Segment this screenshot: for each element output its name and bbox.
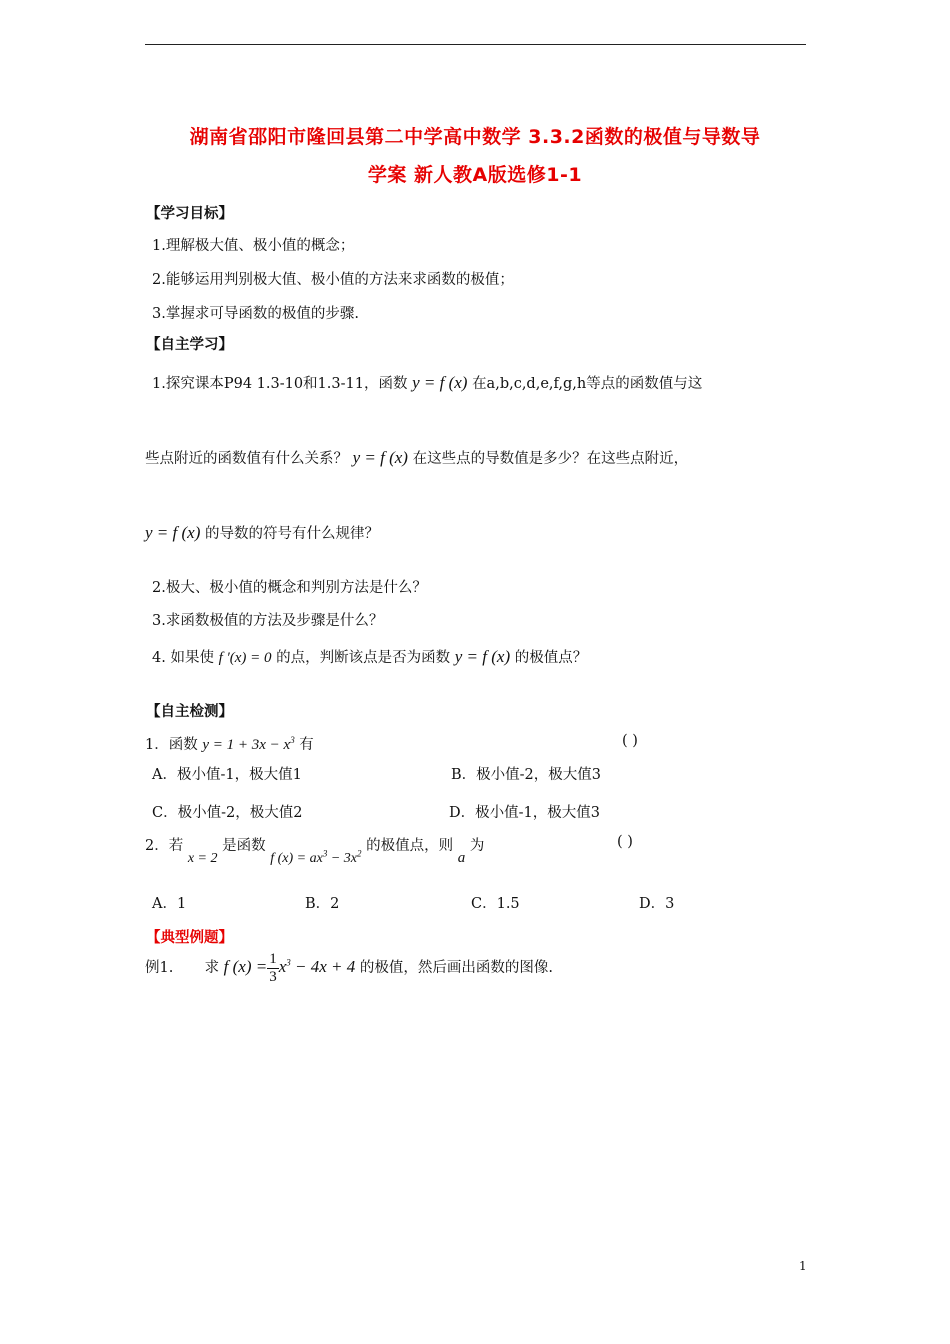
section-self-study-heading: 【自主学习】 — [146, 337, 233, 353]
study-q3: 3.求函数极值的方法及步骤是什么？ — [152, 613, 384, 629]
option-b: B．2 — [305, 896, 340, 912]
test-q1-stem: 1．函数 $y = 1 + 3x - x^3$ 有 — [145, 735, 314, 753]
doc-title-line2: 学案 新人教A版选修1-1 — [367, 164, 583, 186]
study-q1-line3: y = f (x) 的导数的符号有什么规律？ — [145, 523, 379, 542]
formula-fprime-zero: f ′(x) = 0 — [218, 650, 272, 666]
test-q2-stem: 2．若 x = 2 是函数 f $(x) = ax^3 - 3x^2$ 的极值点，则 a 为 — [145, 838, 485, 866]
example-1: 例1. 求 f (x) = $\frac{1}{3}$ $x^3 - 4x + 4$ 的极值，然后画出函数的图像. — [145, 951, 553, 985]
answer-paren: ( ) — [617, 834, 633, 850]
option-b: B．极小值-2，极大值3 — [451, 767, 602, 783]
formula-x-eq-2: x = 2 — [187, 851, 218, 866]
study-q2: 2.极大、极小值的概念和判别方法是什么？ — [152, 580, 427, 596]
fraction-one-third: $\frac{1}{3}$ — [269, 951, 277, 985]
study-q1-line2: 些点附近的函数值有什么关系？ y = f (x) 在这些点的导数值是多少？在这些点附近， — [145, 448, 689, 467]
option-d: D．3 — [639, 896, 675, 912]
formula-y-fx: y = f (x) — [145, 523, 201, 542]
formula-q2: f $(x) = ax^3 - 3x^2$ — [270, 848, 362, 866]
formula-y-fx: y = f (x) — [454, 647, 511, 666]
goal-item: 2.能够运用判别极大值、极小值的方法来求函数的极值； — [152, 272, 514, 288]
option-d: D．极小值-1，极大值3 — [449, 805, 600, 821]
answer-paren: ( ) — [622, 733, 638, 749]
section-goals-heading: 【学习目标】 — [146, 206, 233, 222]
page-number: 1 — [799, 1259, 807, 1273]
section-examples-heading: 【典型例题】 — [146, 930, 233, 946]
var-a: a — [457, 850, 466, 866]
study-q4: 4. 如果使 f ′(x) = 0 的点，判断该点是否为函数 y = f (x) 的极值点？ — [152, 647, 588, 666]
study-q1-line1: 1.探究课本P94 1.3-10和1.3-11，函数 y = f (x) 在a,b,c,d,e,f,g,h等点的函数值与这 — [152, 373, 703, 392]
option-a: A．极小值-1，极大值1 — [152, 767, 302, 783]
formula-q1: $y = 1 + 3x - x^3$ — [202, 735, 295, 753]
option-c: C．1.5 — [471, 896, 520, 912]
goal-item: 3.掌握求可导函数的极值的步骤. — [152, 306, 359, 322]
formula-y-fx: y = f (x) — [412, 373, 468, 392]
option-a: A．1 — [152, 896, 187, 912]
option-c: C．极小值-2，极大值2 — [152, 805, 303, 821]
goal-item: 1.理解极大值、极小值的概念； — [152, 238, 355, 254]
formula-y-fx: y = f (x) — [352, 448, 408, 467]
header-rule — [145, 44, 806, 45]
doc-title-line1: 湖南省邵阳市隆回县第二中学高中数学 3.3.2函数的极值与导数导 — [189, 126, 761, 148]
section-self-test-heading: 【自主检测】 — [146, 704, 233, 720]
formula-example: f (x) = $\frac{1}{3}$ $x^3 - 4x + 4$ — [223, 951, 356, 985]
